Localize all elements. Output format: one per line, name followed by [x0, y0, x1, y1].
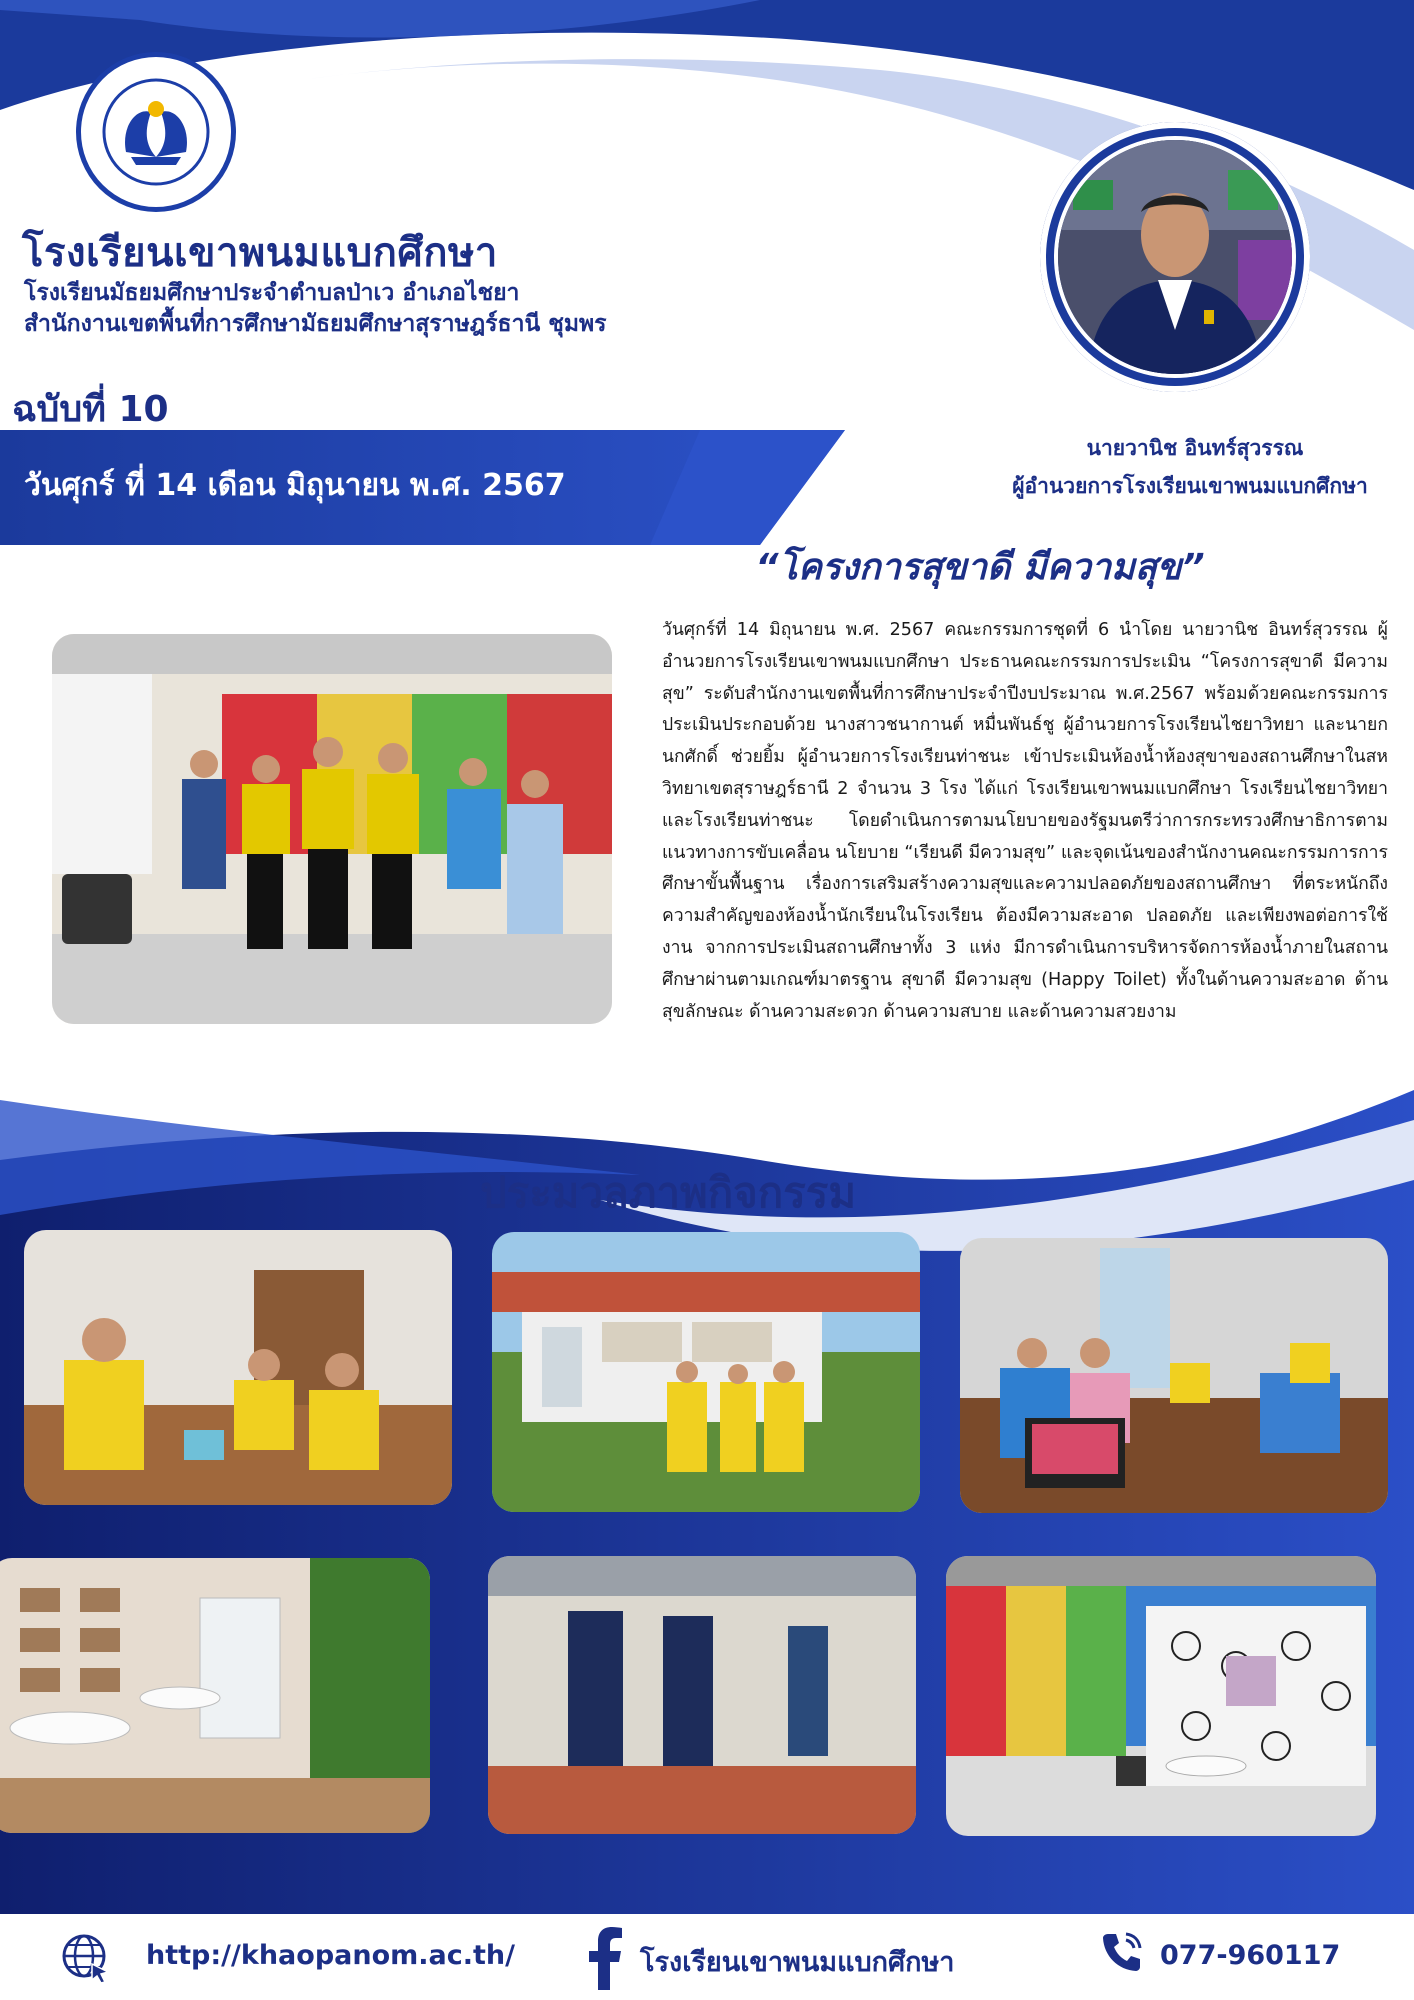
issue-date: วันศุกร์ ที่ 14 เดือน มิถุนายน พ.ศ. 2567 — [24, 468, 566, 503]
website-link[interactable]: http://khaopanom.ac.th/ — [146, 1940, 516, 1971]
gallery-photo-toilet-doors — [488, 1556, 916, 1834]
facebook-icon[interactable] — [588, 1924, 624, 1990]
gallery-photo-office-meeting — [24, 1230, 452, 1505]
gallery-photo-washbasins — [0, 1558, 430, 1833]
gallery-photo-toilet-building — [492, 1232, 920, 1512]
gallery-photo-colorful-toilets — [946, 1556, 1376, 1836]
globe-icon — [60, 1932, 112, 1984]
director-photo — [1054, 136, 1296, 378]
school-name: โรงเรียนเขาพนมแบกศึกษา — [22, 230, 498, 276]
school-subtitle-1: โรงเรียนมัธยมศึกษาประจำตำบลป่าเว อำเภอไชยา — [24, 280, 520, 306]
phone-number[interactable]: 077-960117 — [1160, 1940, 1341, 1971]
school-subtitle-2: สำนักงานเขตพื้นที่การศึกษามัธยมศึกษาสุราษฎร์ธานี ชุมพร — [24, 311, 607, 337]
project-title: “โครงการสุขาดี มีความสุข” — [755, 547, 1205, 588]
issue-number: ฉบับที่ 10 — [12, 389, 169, 430]
main-group-photo — [52, 634, 612, 1024]
footer — [0, 1914, 1414, 2000]
gallery-photo-laptop-review — [960, 1238, 1388, 1513]
facebook-page[interactable]: โรงเรียนเขาพนมแบกศึกษา — [640, 1947, 955, 1978]
phone-icon — [1098, 1928, 1146, 1976]
director-role: ผู้อำนวยการโรงเรียนเขาพนมแบกศึกษา — [1012, 474, 1368, 498]
school-logo — [76, 52, 236, 212]
director-name: นายวานิช อินทร์สุวรรณ — [1086, 436, 1304, 460]
gallery-title: ประมวลภาพกิจกรรม — [480, 1168, 857, 1217]
article-body: วันศุกร์ที่ 14 มิถุนายน พ.ศ. 2567 คณะกรรมการชุดที่ 6 นำโดย นายวานิช อินทร์สุวรรณ ผู้อำนวยการโรงเรียนเขาพนมแบกศึกษา ประธานคณะกรรมการประเมิน “โครงการสุขาดี มีความสุข” ระดับสำนักงานเขตพื้นที่การศึกษาประจำปีงบประมาณ พ.ศ.2567 พร้อมด้วยคณะกรรมการประเมินประกอบด้วย นางสาวชนากานต์ หมื่นพันธ์ชู ผู้อำนวยการโรงเรียนไชยาวิทยา และนายกนกศักดิ์ ช่วยยิ้ม ผู้อำนวยการโรงเรียนท่าชนะ เข้าประเมินห้องน้ำห้องสุขาของสถานศึกษาในสหวิทยาเขตสุราษฎร์ธานี 2 จำนวน 3 โรง ได้แก่ โรงเรียนเขาพนมแบกศึกษา โรงเรียนไชยาวิทยา และโรงเรียนท่าชนะ โดยดำเนินการตามนโยบายของรัฐมนตรีว่าการกระทรวงศึกษาธิการตามแนวทางการขับเคลื่อน นโยบาย “เรียนดี มีความสุข” และจุดเน้นของสำนักงานคณะกรรมการการศึกษาขั้นพื้นฐาน เรื่องการเสริมสร้างความสุขและความปลอดภัยของสถานศึกษา ที่ตระหนักถึงความสำคัญของห้องน้ำนักเรียนในโรงเรียน ต้องมีความสะอาด ปลอดภัย และเพียงพอต่อการใช้งาน จากการประเมินสถานศึกษาทั้ง 3 แห่ง มีการดำเนินการบริหารจัดการห้องน้ำภายในสถานศึกษาผ่านตามเกณฑ์มาตรฐาน สุขาดี มีความสุข (Happy Toilet) ทั้งในด้านความสะอาด ด้านสุขลักษณะ ด้านความสะดวก ด้านความสบาย และด้านความสวยงาม — [662, 620, 1388, 1022]
